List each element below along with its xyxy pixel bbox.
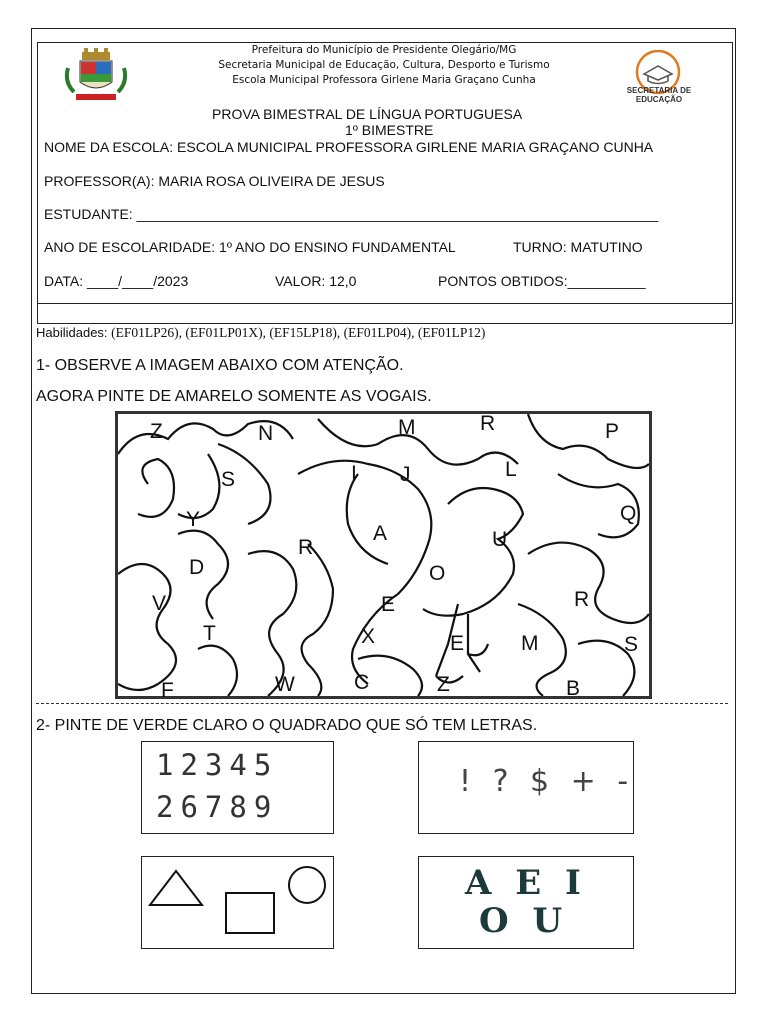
shift: TURNO: MATUTINO bbox=[513, 239, 643, 255]
picture-letter-x: X bbox=[361, 625, 376, 648]
picture-letter-m-1: M bbox=[398, 416, 416, 439]
header-spacer-row bbox=[37, 304, 733, 324]
student-field: ESTUDANTE: ___________________________________________________________________ bbox=[44, 206, 659, 222]
exam-subtitle: 1º BIMESTRE bbox=[345, 122, 434, 138]
rooster-outline-drawing bbox=[118, 414, 649, 696]
picture-letter-b: B bbox=[566, 677, 581, 700]
shapes-drawing bbox=[142, 857, 332, 947]
picture-letter-a: A bbox=[373, 522, 388, 545]
picture-letter-f: F bbox=[161, 679, 174, 702]
skills-label: Habilidades: bbox=[36, 325, 108, 340]
skills-codes: (EF01LP26), (EF01LP01X), (EF15LP18), (EF01LP04), (EF01LP12) bbox=[111, 325, 486, 340]
numbers-row-2: 26789 bbox=[156, 790, 279, 824]
question-1-line-1: 1- OBSERVE A IMAGEM ABAIXO COM ATENÇÃO. bbox=[36, 357, 404, 374]
exam-title: PROVA BIMESTRAL DE LÍNGUA PORTUGUESA bbox=[212, 106, 523, 122]
school-name: NOME DA ESCOLA: ESCOLA MUNICIPAL PROFESSORA GIRLENE MARIA GRAÇANO CUNHA bbox=[44, 139, 654, 155]
points-field: PONTOS OBTIDOS:__________ bbox=[438, 273, 646, 289]
logo-caption: SECRETARIA DE EDUCAÇÃO bbox=[626, 86, 692, 104]
grade-level: ANO DE ESCOLARIDADE: 1º ANO DO ENSINO FUNDAMENTAL bbox=[44, 239, 456, 255]
institution-line-1: Prefeitura do Município de Presidente Olegário/MG bbox=[251, 44, 517, 56]
picture-letter-w: W bbox=[275, 673, 295, 696]
picture-letter-v: V bbox=[152, 592, 167, 615]
vowels-row-2: O U bbox=[479, 901, 569, 941]
picture-letter-l: L bbox=[505, 458, 517, 481]
date-field: DATA: ____/____/2023 bbox=[44, 273, 189, 289]
question-1-line-2: AGORA PINTE DE AMARELO SOMENTE AS VOGAIS. bbox=[36, 388, 432, 405]
option-box-shapes bbox=[141, 856, 334, 949]
numbers-row-1: 12345 bbox=[156, 748, 279, 782]
picture-letter-i: I bbox=[351, 462, 357, 485]
skills-line bbox=[36, 325, 485, 341]
picture-letter-o: O bbox=[429, 562, 446, 585]
picture-letter-r-3: R bbox=[574, 588, 590, 611]
picture-letter-j: J bbox=[400, 463, 411, 486]
picture-letter-d: D bbox=[189, 556, 205, 579]
option-box-vowels bbox=[418, 856, 634, 949]
teacher-name: PROFESSOR(A): MARIA ROSA OLIVEIRA DE JESUS bbox=[44, 173, 385, 189]
picture-letter-z-1: Z bbox=[150, 420, 163, 443]
picture-letter-q: Q bbox=[620, 502, 637, 525]
institution-line-2: Secretaria Municipal de Educação, Cultura, Desporto e Turismo bbox=[218, 59, 550, 71]
vowels-row-1: A E I bbox=[465, 863, 587, 903]
picture-letter-e-2: E bbox=[450, 632, 465, 655]
option-box-numbers bbox=[141, 741, 334, 834]
picture-letter-u: U bbox=[492, 528, 508, 551]
picture-letter-p: P bbox=[605, 420, 620, 443]
picture-letter-z-2: Z bbox=[437, 673, 450, 696]
institution-line-3: Escola Municipal Professora Girlene Maria Graçano Cunha bbox=[232, 74, 536, 86]
picture-letter-e-1: E bbox=[381, 593, 396, 616]
picture-letter-s-1: S bbox=[221, 468, 236, 491]
option-box-symbols bbox=[418, 741, 634, 834]
coloring-picture bbox=[115, 411, 652, 699]
picture-letter-c: C bbox=[354, 671, 370, 694]
section-divider bbox=[36, 703, 728, 704]
question-2-text: 2- PINTE DE VERDE CLARO O QUADRADO QUE SÓ TEM LETRAS. bbox=[36, 717, 538, 734]
picture-letter-r-2: R bbox=[298, 536, 314, 559]
picture-letter-y: Y bbox=[186, 508, 201, 531]
picture-letter-t: T bbox=[203, 622, 216, 645]
symbols-row: ! ? $ + - bbox=[459, 764, 635, 799]
picture-letter-r-1: R bbox=[480, 412, 496, 435]
picture-letter-m-2: M bbox=[521, 632, 539, 655]
exam-value: VALOR: 12,0 bbox=[275, 273, 357, 289]
picture-letter-n: N bbox=[258, 422, 274, 445]
picture-letter-s-2: S bbox=[624, 633, 639, 656]
